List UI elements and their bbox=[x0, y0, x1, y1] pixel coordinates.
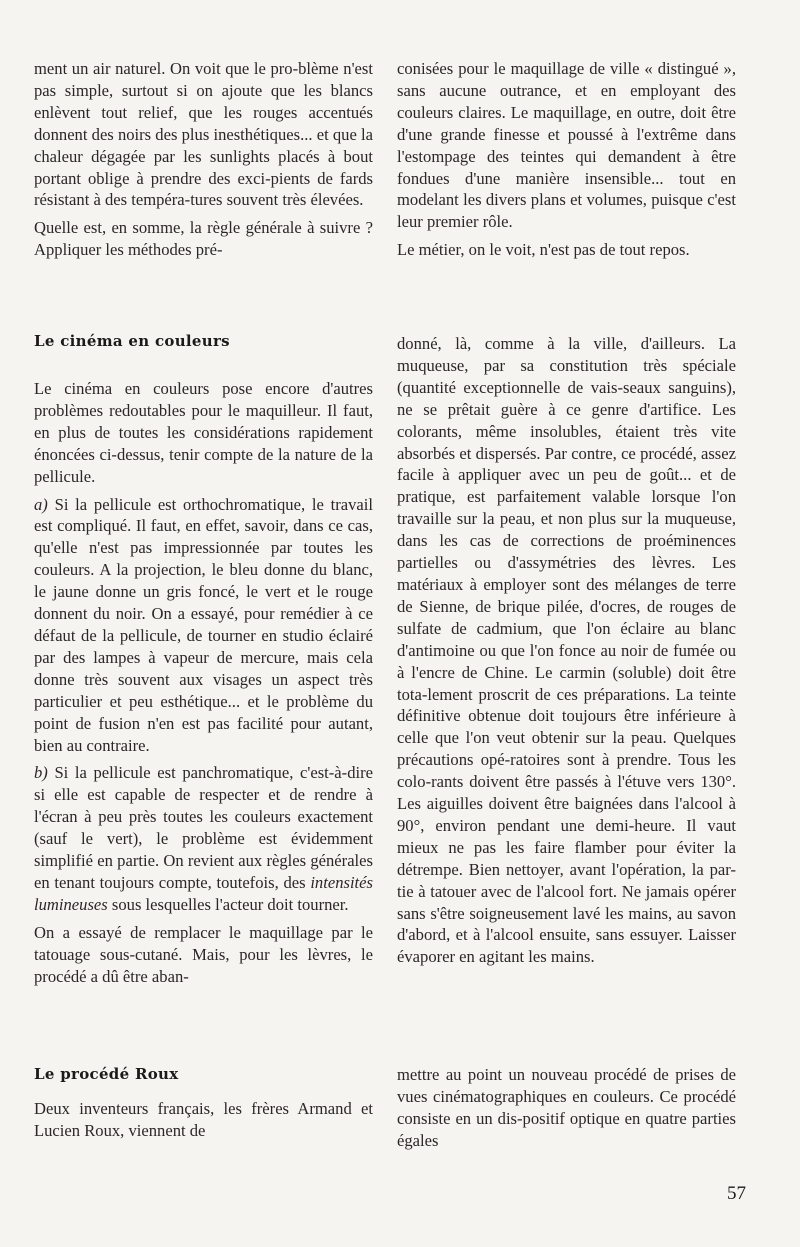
paragraph: Quelle est, en somme, la règle générale à suivre ? Appliquer les méthodes pré- bbox=[34, 218, 373, 260]
list-marker-a: a) bbox=[34, 494, 48, 514]
roux-right-column bbox=[397, 1064, 736, 1158]
emphasis-text: intensités lumineuses bbox=[34, 872, 373, 914]
section-title-roux: Le procédé Roux bbox=[34, 1065, 179, 1083]
paragraph: ment un air naturel. On voit que le pro-blème n'est pas simple, surtout si on ajoute que les blancs enlèvent tout relief, que les rouges accentués donnent des noirs des plus inesthétiques... et que la chaleur dégagée par les sunlights placés à bout portant oblige à prendre des exci-pients de fards résistant à des tempéra-tures souvent très élevées. bbox=[34, 59, 373, 210]
paragraph-a-text: Si la pellicule est orthochromatique, le travail est compliqué. Il faut, en effet, savoir, dans ce cas, qu'elle n'est pas impressionnée par toutes les couleurs. A la projection, le bleu donne du blanc, le jaune donne un gris foncé, le vert et le rouge donnent du noir. On a essayé, pour remédier à ce défaut de la pellicule, de tourner en studio éclairé par des lampes à vapeur de mercure, mais cela donne très souvent aux visages un aspect très particulier et peu esthétique... et le problème du point de fusion n'en est pas facilité pour autant, bien au contraire. bbox=[34, 494, 373, 755]
page-number: 57 bbox=[727, 1183, 746, 1204]
cinema-right-column bbox=[397, 333, 736, 974]
section-title-cinema: Le cinéma en couleurs bbox=[34, 332, 230, 350]
top-right-column bbox=[397, 58, 736, 267]
paragraph-b bbox=[34, 762, 373, 915]
paragraph-b-text-end: sous lesquelles l'acteur doit tourner. bbox=[107, 894, 349, 914]
paragraph-a bbox=[34, 494, 373, 757]
paragraph: Le cinéma en couleurs pose encore d'autres problèmes redoutables pour le maquilleur. Il faut, en plus de toutes les considérations rapidement énoncées ci-dessus, tenir compte de la nature de la pellicule. bbox=[34, 379, 373, 486]
paragraph: conisées pour le maquillage de ville « distingué », sans aucune outrance, et en employant des couleurs claires. Le maquillage, en outre, doit être d'une grande finesse et poussé à l'extrême dans l'estompage des teintes qui demandent à être fondues d'une manière insensible... tout en modelant les divers plans et volumes, puisque c'est leur premier rôle. bbox=[397, 59, 736, 232]
roux-left-column bbox=[34, 1098, 373, 1148]
cinema-left-column bbox=[34, 378, 373, 993]
top-left-column bbox=[34, 58, 373, 267]
paragraph: On a essayé de remplacer le maquillage par le tatouage sous-cutané. Mais, pour les lèvres, le procédé a dû être aban- bbox=[34, 922, 373, 986]
paragraph: Le métier, on le voit, n'est pas de tout repos. bbox=[397, 240, 690, 260]
paragraph: Deux inventeurs français, les frères Armand et Lucien Roux, viennent de bbox=[34, 1099, 373, 1140]
list-marker-b: b) bbox=[34, 763, 48, 783]
paragraph: donné, là, comme à la ville, d'ailleurs. La muqueuse, par sa constitution très spéciale (quantité exceptionnelle de vais-seaux sanguins), ne se prêtait guère à ce genre d'artifice. Les colorants, même insolubles, étaient très vite absorbés et dispersés. Par contre, ce procédé, assez facile à appliquer avec un peu de goût... et de pratique, est parfaitement valable lorsque l'on travaille sur la peau, et non plus sur la muqueuse, dans les cas de corrections de proéminences partielles ou d'assymétries des lèvres. Les matériaux à employer sont des mélanges de terre de Sienne, de brique pilée, d'ocres, de rouges de sulfate de cadmium, que l'on éclaire au blanc d'antimoine ou que l'on fonce au noir de fumée ou à l'encre de Chine. Le carmin (soluble) doit être tota-lement proscrit de ces préparations. La teinte définitive obtenue doit toujours être inférieure à celle que l'on veut obtenir sur la peau. Quelques précautions opé-ratoires sont à prendre. Tous les colo-rants doivent être passés à l'étuve vers 130°. Les aiguilles doivent être baignées dans l'alcool à 90°, environ pendant une demi-heure. Il vaut mieux ne pas les faire flamber pour éviter la détrempe. Bien nettoyer, avant l'opération, la par-tie à tatouer avec de l'alcool fort. Ne jamais opérer sans s'être soigneusement lavé les mains, au savon d'abord, et à l'alcool ensuite, sans essuyer. Laisser évaporer en agitant les mains. bbox=[397, 334, 736, 967]
paragraph: mettre au point un nouveau procédé de prises de vues cinématographiques en couleurs. Ce procédé consiste en un dis-positif optique en quatre parties égales bbox=[397, 1065, 736, 1150]
paragraph-b-text: Si la pellicule est panchromatique, c'est-à-dire si elle est capable de respecter et de rendre à l'écran à peu près toutes les couleurs exactement (sauf le vert), le problème est évidemment simplifié en partie. On revient aux règles générales en tenant toujours compte, toutefois, des bbox=[34, 763, 373, 892]
